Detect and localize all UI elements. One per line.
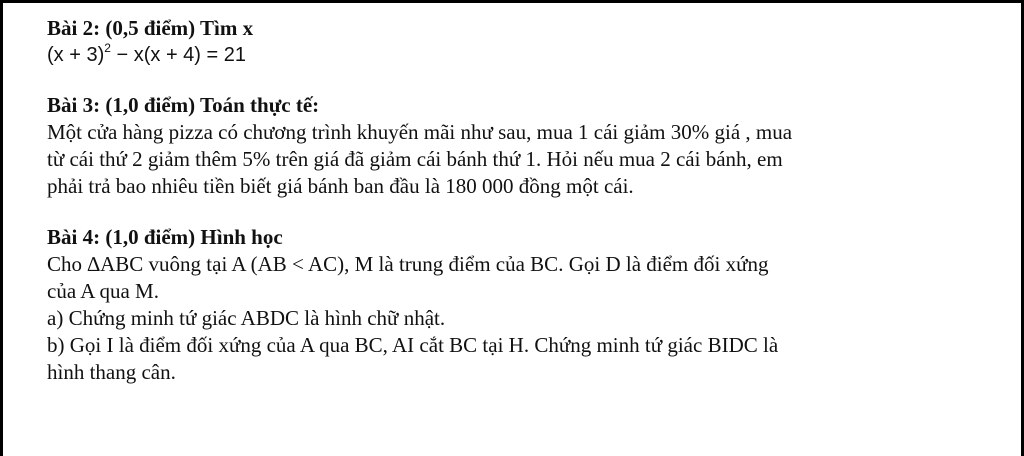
problem-2-heading: Bài 2: (0,5 điểm) Tìm x	[47, 16, 254, 40]
problem-3-text-line: phải trả bao nhiêu tiền biết giá bánh ban đầu là 180 000 đồng một cái.	[47, 174, 634, 198]
equation-part-b: − x(x + 4) = 21	[110, 44, 247, 66]
problem-4-text-line: của A qua M.	[47, 279, 159, 303]
frame-top-border	[0, 0, 1024, 3]
problem-2	[47, 15, 1017, 69]
problem-3	[47, 92, 1017, 200]
problem-4	[47, 224, 1017, 386]
problem-4-heading: Bài 4: (1,0 điểm) Hình học	[47, 225, 283, 249]
problem-4-text-line: Cho ∆ABC vuông tại A (AB < AC), M là trung điểm của BC. Gọi D là điểm đối xứng	[47, 252, 769, 276]
problem-4-part-a: a) Chứng minh tứ giác ABDC là hình chữ nhật.	[47, 306, 446, 330]
equation-part-a: (x + 3)	[47, 44, 105, 66]
problem-2-equation	[47, 42, 1017, 69]
problem-4-part-b: b) Gọi I là điểm đối xứng của A qua BC, AI cắt BC tại H. Chứng minh tứ giác BIDC là	[47, 333, 779, 357]
exam-document	[47, 15, 1017, 386]
equation-exponent: 2	[104, 41, 111, 55]
problem-3-text-line: từ cái thứ 2 giảm thêm 5% trên giá đã giảm cái bánh thứ 1. Hỏi nếu mua 2 cái bánh, em	[47, 147, 783, 171]
problem-3-heading: Bài 3: (1,0 điểm) Toán thực tế:	[47, 93, 320, 117]
problem-3-text-line: Một cửa hàng pizza có chương trình khuyến mãi như sau, mua 1 cái giảm 30% giá , mua	[47, 120, 793, 144]
frame-left-border	[0, 0, 3, 456]
problem-4-text-line: hình thang cân.	[47, 360, 176, 384]
